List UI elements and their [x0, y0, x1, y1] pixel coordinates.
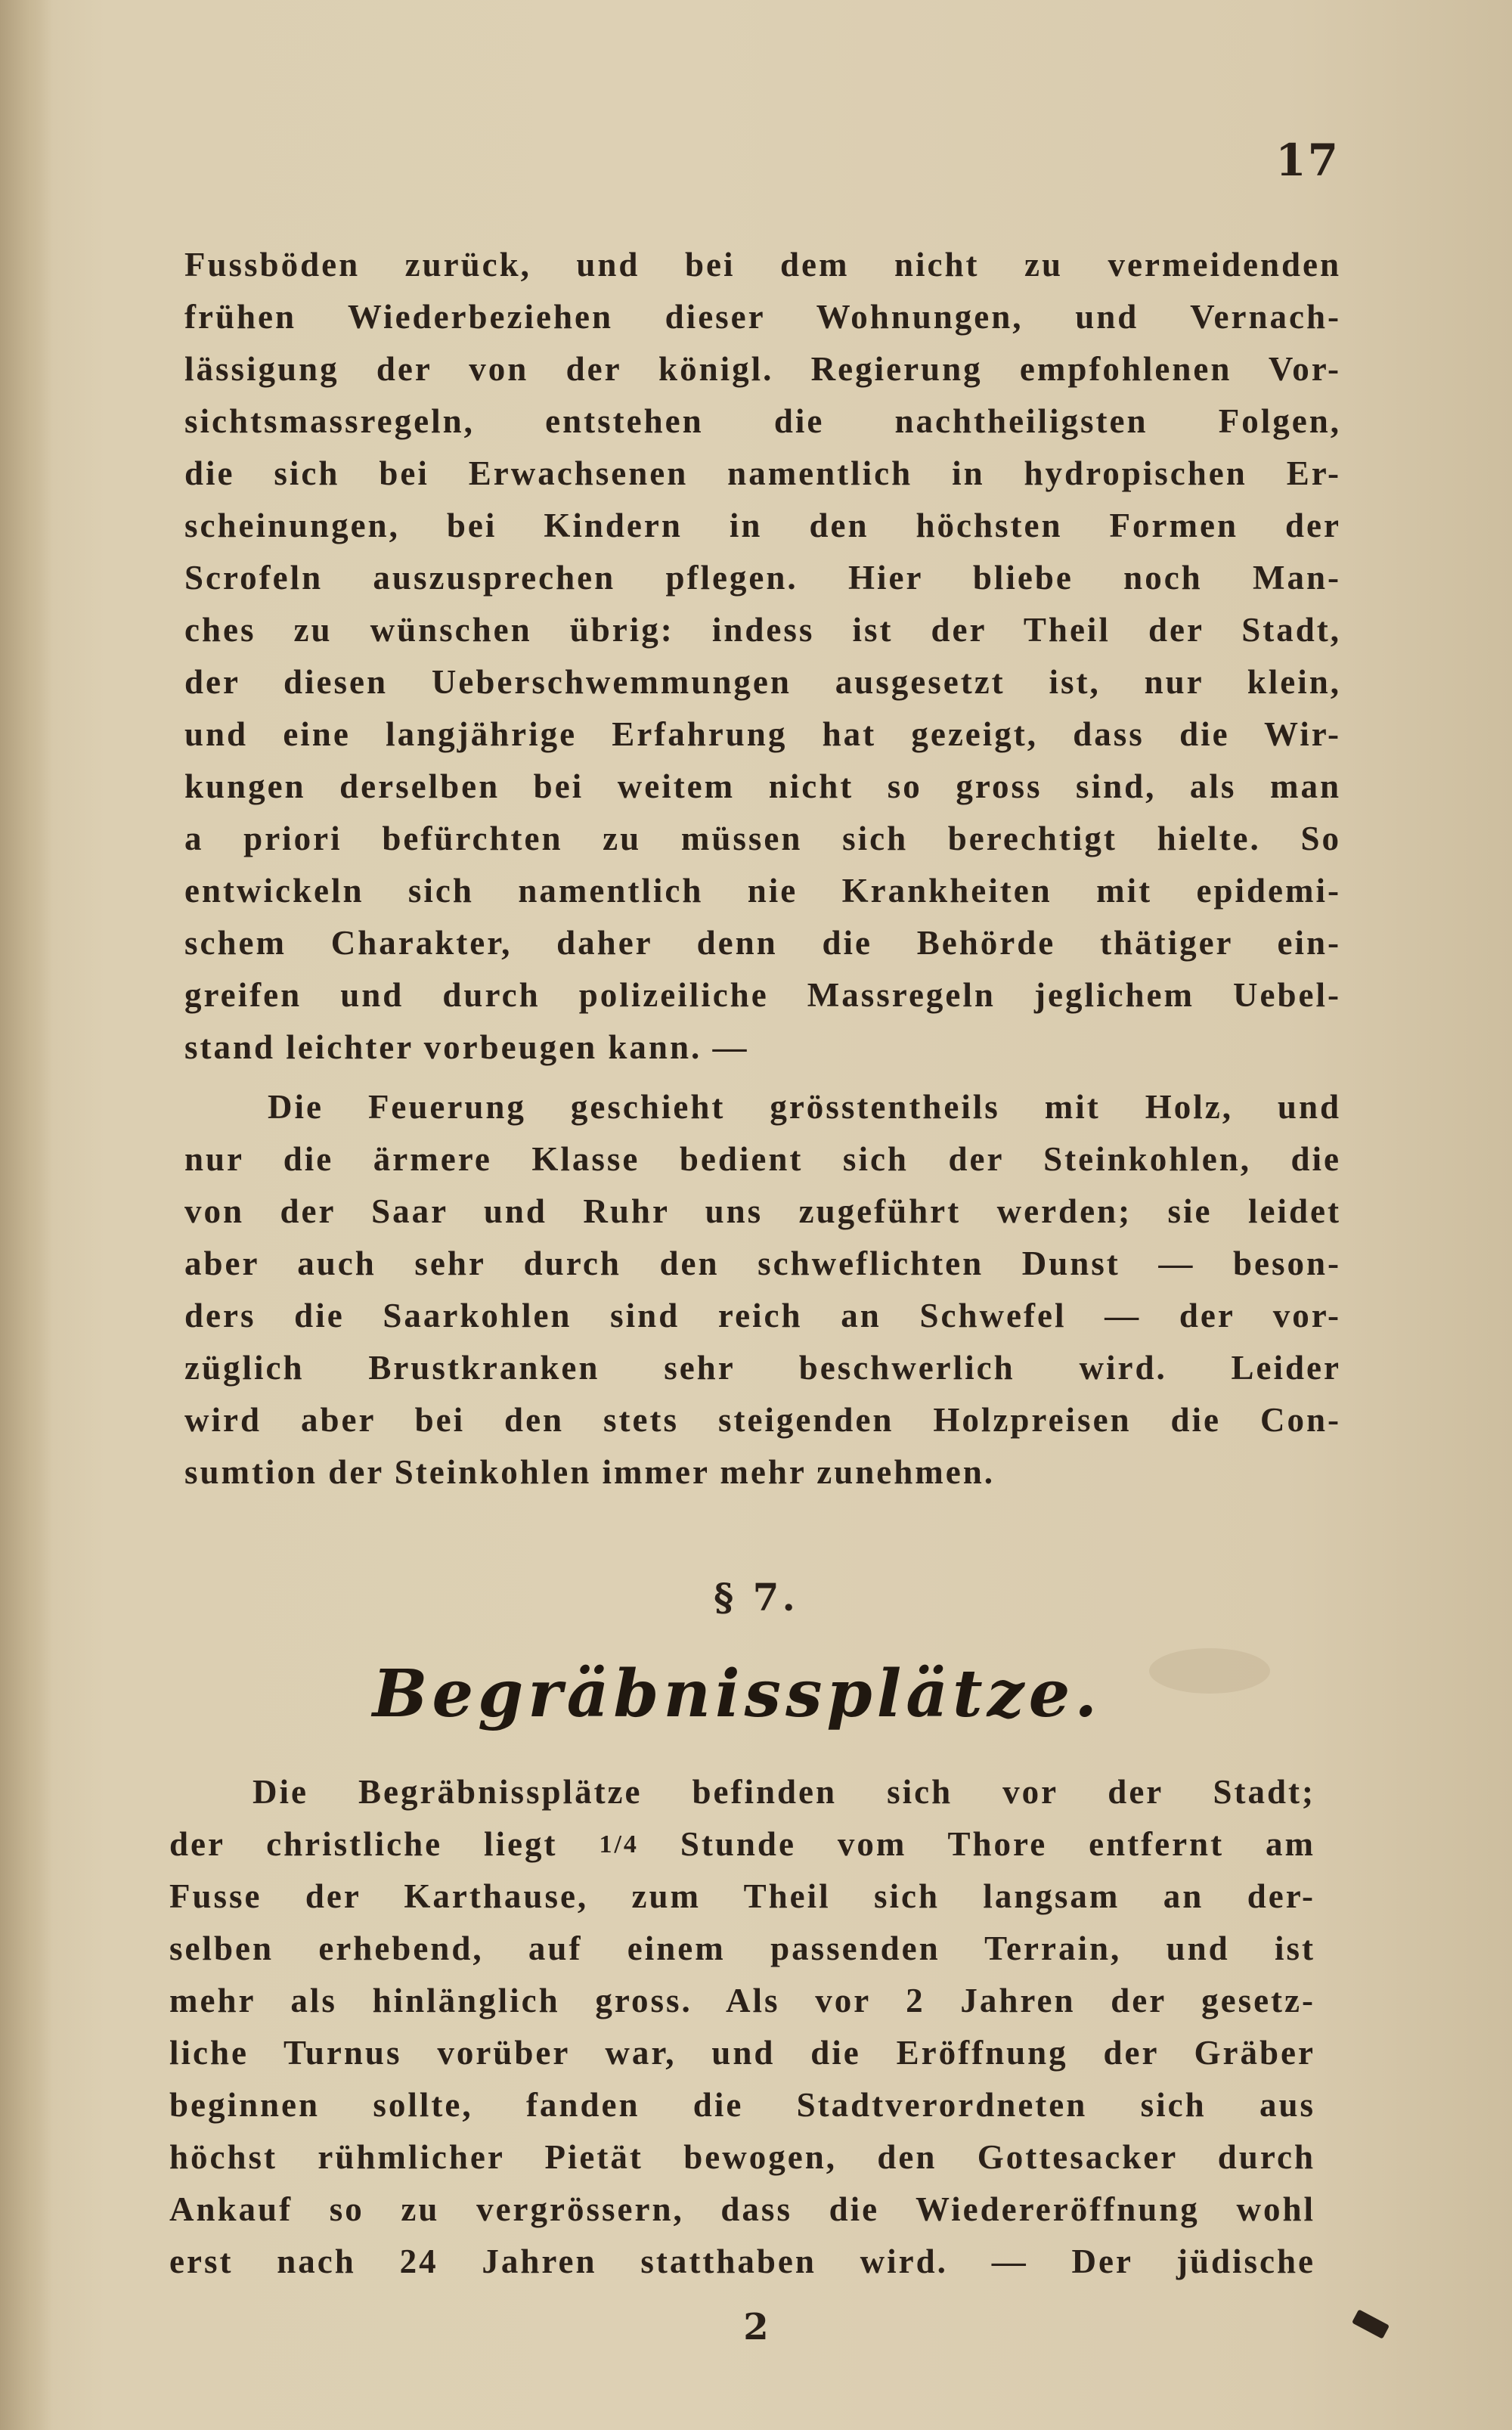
text-line: lässigung der von der königl. Regierung empfohlenen Vor- — [184, 350, 1341, 388]
text-line: sichtsmassregeln, entstehen die nachtheiligsten Folgen, — [184, 402, 1341, 440]
text-line: wird aber bei den stets steigenden Holzpreisen die Con- — [184, 1401, 1341, 1439]
text-line: Scrofeln auszusprechen pflegen. Hier bliebe noch Man- — [184, 559, 1341, 597]
text-line: greifen und durch polizeiliche Massregeln jeglichem Uebel- — [184, 976, 1341, 1014]
text-line: a priori befürchten zu müssen sich berechtigt hielte. So — [184, 820, 1341, 857]
fraction: 1/4 — [599, 1830, 639, 1858]
paragraph-begraebnissplaetze — [169, 1766, 1315, 2288]
text-line: kungen derselben bei weitem nicht so gross sind, als man — [184, 767, 1341, 805]
text-line: Die Feuerung geschieht grösstentheils mit Holz, und — [268, 1088, 1341, 1126]
text-line: liche Turnus vorüber war, und die Eröffnung der Gräber — [169, 2034, 1315, 2072]
text-line: züglich Brustkranken sehr beschwerlich wird. Leider — [184, 1349, 1341, 1387]
text-line: ders die Saarkohlen sind reich an Schwefel — der vor- — [184, 1297, 1341, 1334]
page-spine-shadow — [0, 0, 53, 2430]
text-line: selben erhebend, auf einem passenden Terrain, und ist — [169, 1929, 1315, 1967]
text-line: und eine langjährige Erfahrung hat gezeigt, dass die Wir- — [184, 715, 1341, 753]
text-line-with-fraction — [169, 1818, 1315, 1871]
text-line: Ankauf so zu vergrössern, dass die Wiedereröffnung wohl — [169, 2190, 1315, 2228]
paragraph-continued — [184, 239, 1341, 1074]
text-line: der diesen Ueberschwemmungen ausgesetzt ist, nur klein, — [184, 663, 1341, 701]
text-line: sumtion der Steinkohlen immer mehr zunehmen. — [184, 1453, 996, 1491]
text-line: erst nach 24 Jahren statthaben wird. — Der jüdische — [169, 2242, 1315, 2280]
text-segment: der christliche liegt — [169, 1825, 600, 1863]
text-line: Die Begräbnissplätze befinden sich vor der Stadt; — [253, 1773, 1315, 1811]
text-line: beginnen sollte, fanden die Stadtverordneten sich aus — [169, 2086, 1315, 2124]
page-number: 17 — [1275, 135, 1340, 186]
text-line: mehr als hinlänglich gross. Als vor 2 Jahren der gesetz- — [169, 1982, 1315, 2019]
text-line: ches zu wünschen übrig: indess ist der Theil der Stadt, — [184, 611, 1341, 649]
text-line: frühen Wiederbeziehen dieser Wohnungen, und Vernach- — [184, 298, 1341, 336]
text-segment: Stunde vom Thore entfernt am — [638, 1825, 1316, 1863]
text-line: Fusse der Karthause, zum Theil sich langsam an der- — [169, 1877, 1315, 1915]
text-line: entwickeln sich namentlich nie Krankheiten mit epidemi- — [184, 872, 1341, 910]
text-line: von der Saar und Ruhr uns zugeführt werden; sie leidet — [184, 1192, 1341, 1230]
text-line: Fussböden zurück, und bei dem nicht zu vermeidenden — [184, 246, 1341, 284]
signature-mark: 2 — [743, 2306, 769, 2348]
text-line: die sich bei Erwachsenen namentlich in hydropischen Er- — [184, 454, 1341, 492]
section-number: § 7. — [714, 1575, 798, 1619]
text-line: stand leichter vorbeugen kann. — — [184, 1028, 749, 1066]
text-line: schem Charakter, daher denn die Behörde thätiger ein- — [184, 924, 1341, 962]
text-line: aber auch sehr durch den schweflichten Dunst — beson- — [184, 1244, 1341, 1282]
paragraph-feuerung — [184, 1081, 1341, 1499]
section-title: Begräbnissplätze. — [372, 1656, 1102, 1732]
text-line: nur die ärmere Klasse bedient sich der Steinkohlen, die — [184, 1140, 1341, 1178]
text-line: scheinungen, bei Kindern in den höchsten Formen der — [184, 507, 1341, 544]
text-line: höchst rühmlicher Pietät bewogen, den Gottesacker durch — [169, 2138, 1315, 2176]
